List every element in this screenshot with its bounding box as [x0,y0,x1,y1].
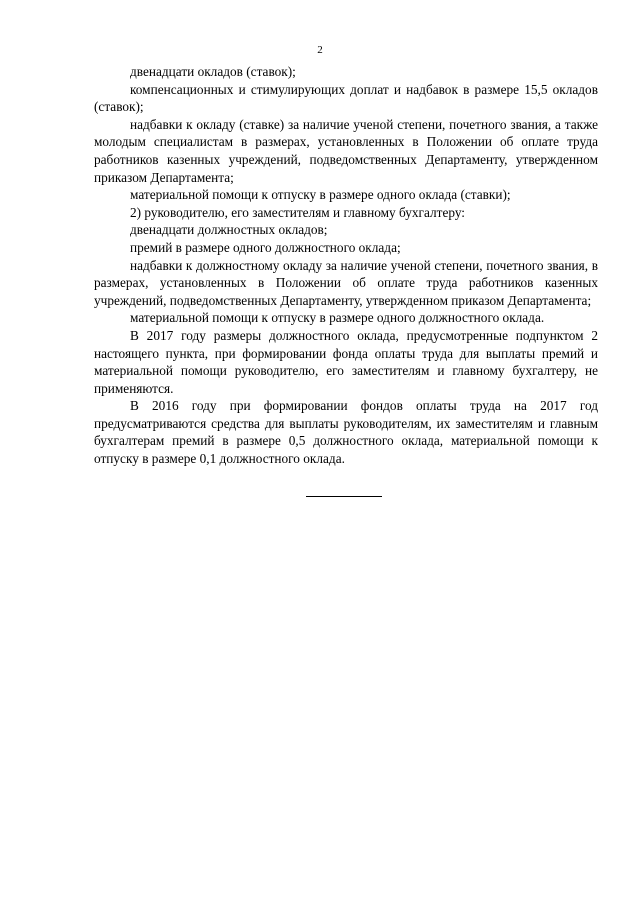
paragraph: В 2016 году при формировании фондов оплаты труда на 2017 год предусматриваются средства для выплаты руководителям, их заместителям и главным бухгалтерам премий в размере 0,5 должностного оклада, материальной помощи к отпуску в размере 0,1 должностного оклада. [94,398,598,467]
paragraph: двенадцати окладов (ставок); [130,64,296,79]
paragraph: премий в размере одного должностного оклада; [130,239,401,255]
paragraph: надбавки к должностному окладу за наличие ученой степени, почетного звания, в размерах, установленных в Положении об оплате труда работников казенных учреждений, подведомственных Департаменту, утвержденном приказом Департамента; [94,257,598,308]
paragraph: надбавки к окладу (ставке) за наличие ученой степени, почетного звания, а также молодым специалистам в размерах, установленных в Положении об оплате труда работников казенных учреждений, подведомственных Департаменту, утвержденном приказом Департамента; [94,116,598,185]
paragraph: материальной помощи к отпуску в размере одного оклада (ставки); [130,187,511,203]
end-of-text-rule [306,496,382,497]
paragraph: материальной помощи к отпуску в размере одного должностного оклада. [130,310,545,326]
page-number: 2 [317,44,323,56]
document-body [94,63,598,468]
paragraph: В 2017 году размеры должностного оклада, предусмотренные подпунктом 2 настоящего пункта, при формировании фонда оплаты труда для выплаты премий и материальной помощи руководителю, его заместителям и главному бухгалтеру, не применяются. [94,327,598,396]
paragraph: 2) руководителю, его заместителям и главному бухгалтеру: [130,204,465,220]
paragraph: компенсационных и стимулирующих доплат и надбавок в размере 15,5 окладов (ставок); [94,81,598,115]
paragraph: двенадцати должностных окладов; [130,222,328,238]
